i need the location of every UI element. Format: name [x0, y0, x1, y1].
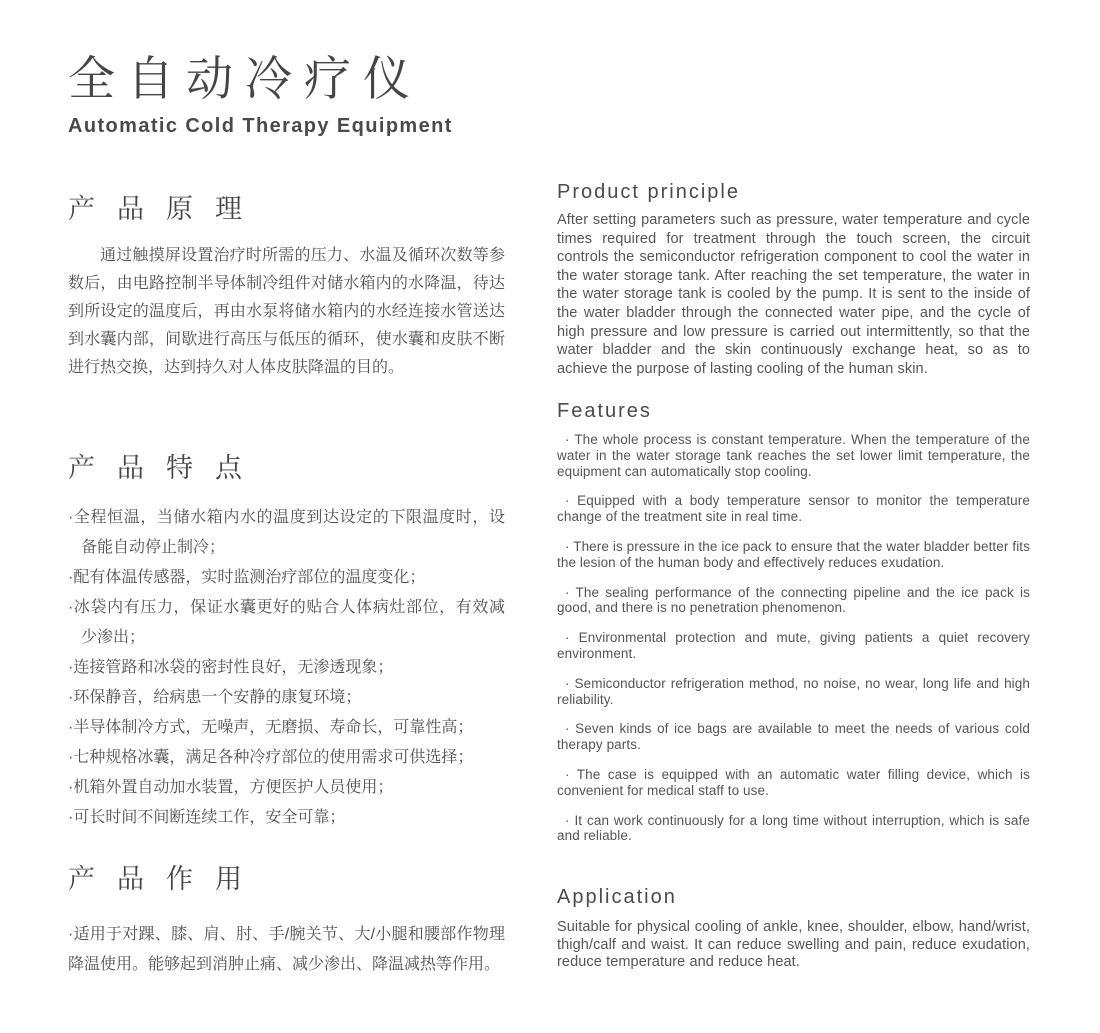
body-product-principle-en: After setting parameters such as pressure, water temperature and cycle times required for treatment through the touch screen, the circuit controls the semiconductor refrigeration component to cool the water in the water storage tank. After reaching the set temperature, the water in the water storage tank is cooled by the pump. It is sent to the inside of the water bladder through the connected water pipe, and the cycle of high pressure and low pressure is carried out intermittently, so that the water bladder and the skin continuously exchange heat, so as to achieve the purpose of lasting cooling of the human skin. [557, 212, 1030, 377]
heading-product-application-en: Application [557, 886, 677, 908]
feature-item-cn: ·可长时间不间断连续工作，安全可靠； [68, 809, 346, 827]
feature-item-en: · The sealing performance of the connecting pipeline and the ice pack is good, and there is no penetration phenomenon. [557, 584, 1030, 616]
feature-item-cn: ·冰袋内有压力，保证水囊更好的贴合人体病灶部位，有效减少渗出； [68, 599, 505, 647]
feature-list-en [557, 432, 1030, 844]
feature-item-cn: ·环保静音，给病患一个安静的康复环境； [68, 689, 362, 707]
feature-item-cn: ·半导体制冷方式，无噪声，无磨损、寿命长，可靠性高； [68, 719, 474, 737]
feature-item-en: · The case is equipped with an automatic water filling device, which is convenient for medical staff to use. [557, 766, 1030, 798]
section-product-features-cn [68, 452, 505, 833]
feature-item-en: · The whole process is constant temperature. When the temperature of the water in the water storage tank reaches the set lower limit temperature, the equipment can automatically stop cooling. [557, 432, 1030, 479]
heading-product-application-cn: 产品作用 [68, 864, 264, 894]
page-title-chinese: 全自动冷疗仪 [68, 52, 422, 105]
document-header [68, 50, 588, 138]
feature-item-en: · Seven kinds of ice bags are available to meet the needs of various cold therapy parts. [557, 721, 1030, 753]
heading-product-principle-en: Product principle [557, 181, 740, 203]
section-product-application-en [557, 886, 1030, 972]
section-product-principle-en [557, 181, 1030, 378]
body-product-principle-cn: 通过触摸屏设置治疗时所需的压力、水温及循环次数等参数后，由电路控制半导体制冷组件对储水箱内的水降温，待达到所设定的温度后，再由水泵将储水箱内的水经连接水管送达到水囊内部，间歇进行高压与低压的循环，使水囊和皮肤不断进行热交换，达到持久对人体皮肤降温的目的。 [68, 247, 505, 377]
feature-item-cn: ·机箱外置自动加水装置，方便医护人员使用； [68, 779, 394, 797]
feature-list-cn [68, 503, 505, 833]
feature-item-cn: ·七种规格冰囊，满足各种冷疗部位的使用需求可供选择； [68, 749, 474, 767]
heading-product-features-en: Features [557, 400, 652, 422]
feature-item-en: · There is pressure in the ice pack to ensure that the water bladder better fits the lesion of the human body and effectively reduces exudation. [557, 538, 1030, 570]
section-product-application-cn [68, 863, 505, 980]
heading-product-principle-cn: 产品原理 [68, 194, 264, 224]
feature-item-cn: ·全程恒温，当储水箱内水的温度到达设定的下限温度时，设备能自动停止制冷； [68, 509, 505, 557]
page-title-english: Automatic Cold Therapy Equipment [68, 114, 453, 137]
feature-item-en: · Semiconductor refrigeration method, no noise, no wear, long life and high reliability. [557, 675, 1030, 707]
feature-item-cn: ·配有体温传感器，实时监测治疗部位的温度变化； [68, 569, 426, 587]
section-product-principle-cn [68, 193, 505, 382]
feature-item-en: · It can work continuously for a long time without interruption, which is safe and reliable. [557, 812, 1030, 844]
feature-item-cn: ·连接管路和冰袋的密封性良好，无渗透现象； [68, 659, 394, 677]
section-product-features-en [557, 400, 1030, 858]
feature-item-en: · Equipped with a body temperature sensor to monitor the temperature change of the treatment site in real time. [557, 493, 1030, 525]
body-product-application-cn: ·适用于对踝、膝、肩、肘、手/腕关节、大/小腿和腰部作物理降温使用。能够起到消肿止痛、减少渗出、降温减热等作用。 [68, 926, 505, 974]
body-product-application-en: Suitable for physical cooling of ankle, knee, shoulder, elbow, hand/wrist, thigh/calf and waist. It can reduce swelling and pain, reduce exudation, reduce temperature and reduce heat. [557, 919, 1030, 970]
heading-product-features-cn: 产品特点 [68, 453, 264, 483]
feature-item-en: · Environmental protection and mute, giving patients a quiet recovery environment. [557, 630, 1030, 661]
